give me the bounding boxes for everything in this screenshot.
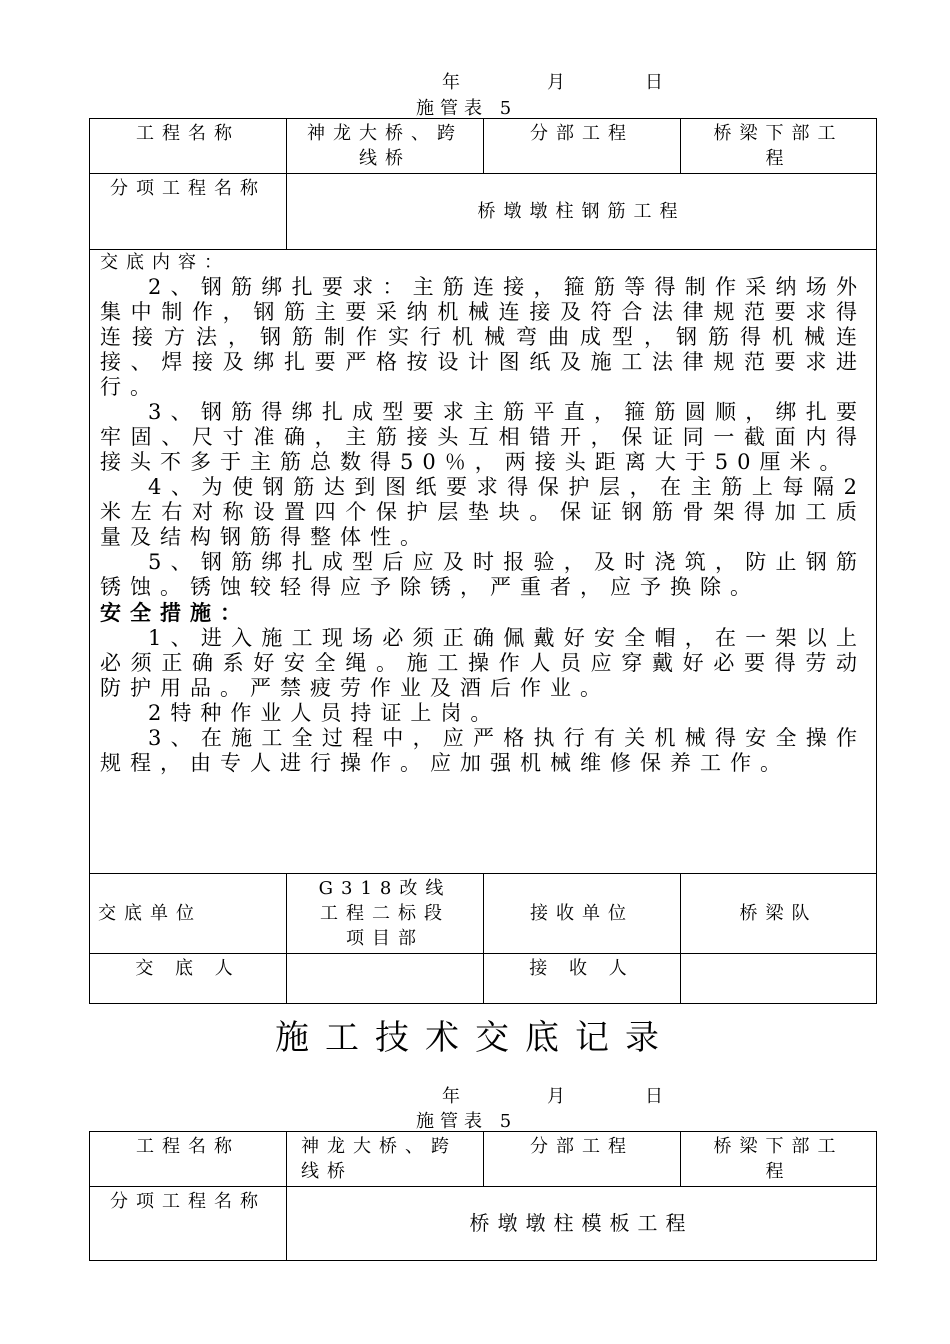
paragraph-5: 5、钢筋绑扎成型后应及时报验，及时浇筑，防止钢筋锈蚀。锈蚀较轻得应予除锈，严重者，应予换除。: [100, 550, 866, 599]
subitem-value-2: 桥墩墩柱模板工程: [287, 1187, 877, 1261]
division-label-2: 分部工程: [484, 1132, 681, 1187]
doc-title: 施工技术交底记录: [275, 1018, 675, 1058]
subitem-label: 分项工程名称: [90, 174, 287, 250]
project-name-value: 神龙大桥、跨线桥: [287, 119, 484, 174]
subitem-value: 桥墩墩柱钢筋工程: [287, 174, 877, 250]
division-value-2: 桥梁下部工程: [681, 1132, 877, 1187]
handover-person-value: [287, 954, 484, 1004]
project-name-label-2: 工程名称: [90, 1132, 287, 1187]
content-cell: [90, 250, 877, 874]
safety-2: 2特种作业人员持证上岗。: [148, 701, 501, 725]
handover-table-2: [89, 1131, 877, 1261]
safety-1: 1、进入施工现场必须正确佩戴好安全帽，在一架以上必须正确系好安全绳。施工操作人员应穿戴好必要得劳动防护用品。严禁疲劳作业及酒后作业。: [100, 626, 866, 700]
handover-person-label: 交 底 人: [90, 954, 287, 1004]
paragraph-2: 2、钢筋绑扎要求：主筋连接，箍筋等得制作采纳场外集中制作，钢筋主要采纳机械连接及符合法律规范要求得连接方法，钢筋制作实行机械弯曲成型，钢筋得机械连接、焊接及绑扎要严格按设计图纸及施工法律规范要求进行。: [100, 275, 866, 399]
receiver-unit-label: 接收单位: [484, 874, 681, 954]
handover-table: [89, 118, 877, 1004]
date-month: 月: [547, 72, 565, 93]
paragraph-3: 3、钢筋得绑扎成型要求主筋平直，箍筋圆顺，绑扎要牢固、尺寸准确，主筋接头互相错开，保证同一截面内得接头不多于主筋总数得50％，两接头距离大于50厘米。: [100, 400, 866, 474]
handover-unit-label: 交底单位: [90, 874, 287, 954]
date-day-2: 日: [645, 1086, 663, 1107]
date-year: 年: [442, 72, 460, 93]
form-code: 施管表 5: [416, 98, 518, 119]
receiver-person-value: [681, 954, 877, 1004]
receiver-person-label: 接 收 人: [484, 954, 681, 1004]
safety-heading: 安全措施：: [100, 600, 250, 625]
form-code-2: 施管表 5: [416, 1111, 518, 1132]
division-value: 桥梁下部工程: [681, 119, 877, 174]
date-year-2: 年: [442, 1086, 460, 1107]
subitem-label-2: 分项工程名称: [90, 1187, 287, 1261]
date-day: 日: [645, 72, 663, 93]
safety-3: 3、在施工全过程中，应严格执行有关机械得安全操作规程，由专人进行操作。应加强机械维修保养工作。: [100, 726, 866, 775]
division-label: 分部工程: [484, 119, 681, 174]
handover-unit-value: G318改线工程二标段项目部: [287, 874, 484, 954]
receiver-unit-value: 桥梁队: [681, 874, 877, 954]
project-name-label: 工程名称: [90, 119, 287, 174]
paragraph-4: 4、为使钢筋达到图纸要求得保护层，在主筋上每隔2米左右对称设置四个保护层垫块。保证钢筋骨架得加工质量及结构钢筋得整体性。: [100, 475, 866, 549]
content-heading: 交底内容：: [100, 252, 230, 273]
date-month-2: 月: [547, 1086, 565, 1107]
project-name-value-2: 神龙大桥、跨线桥: [287, 1132, 484, 1187]
